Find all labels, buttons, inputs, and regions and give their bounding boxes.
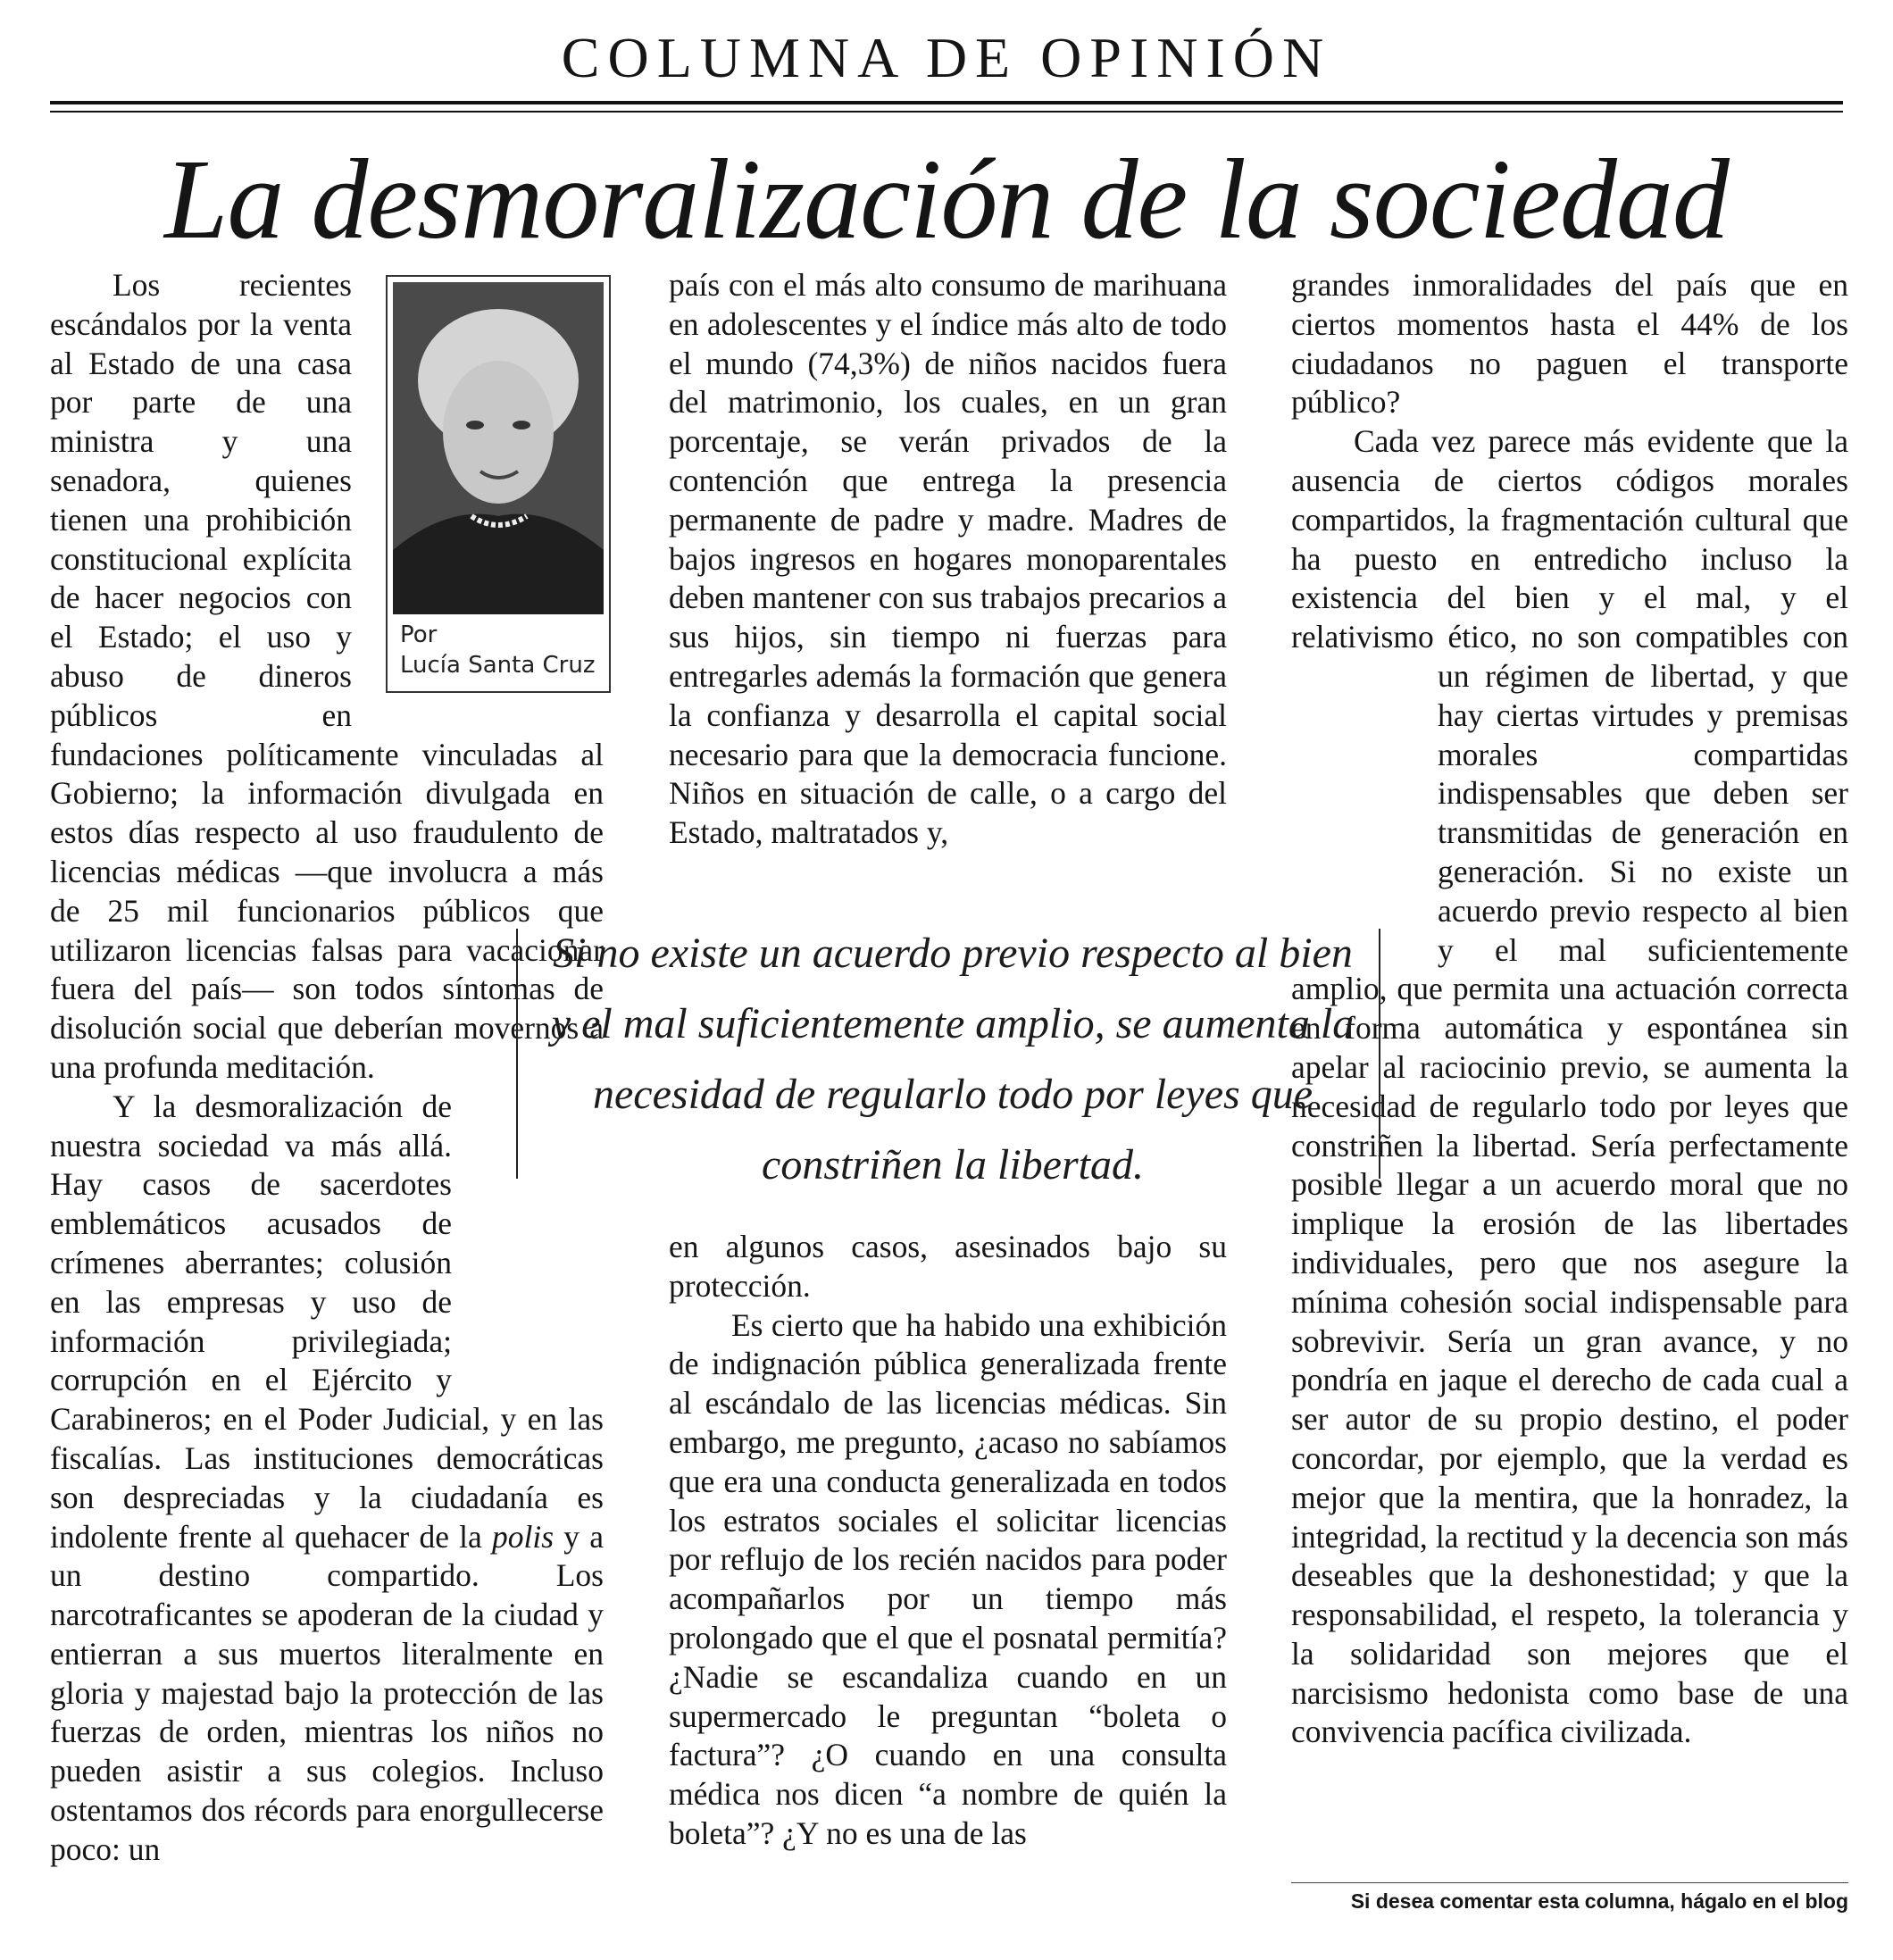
paragraph-2-text-b: y a un destino compartido. Los narcotraficantes se apoderan de la ciudad y entierran a sus muertos literalmente en gloria y majestad bajo la protección de las fuerzas de orden, mientras los niños no pueden asistir a sus colegios. Incluso ostentamos dos récords para enorgullecerse poco: un [50,1518,604,1867]
blog-footnote: Si desea comentar esta columna, hágalo en el blog [1350,1889,1848,1913]
col3-paragraph-1: grandes inmoralidades del país que en ciertos momentos hasta el 44% de los ciudadanos no paguen el transporte público? [1291,267,1848,421]
section-title: COLUMNA DE OPINIÓN [561,26,1332,89]
paragraph-2-emphasis: polis [492,1518,555,1555]
author-portrait [393,282,604,614]
author-photo-box [386,275,611,693]
footer-rule [1291,1882,1848,1883]
header-rule-thin [50,111,1843,113]
headline: La desmoralización de la sociedad [164,136,1729,263]
pullquote: Si no existe un acuerdo previo respecto al bien y el mal suficientemente amplio, se aumenta la necesidad de regularlo todo por leyes que constriñen la libertad. [551,930,1355,1189]
col2-top-text: país con el más alto consumo de marihuana en adolescentes y el índice más alto de todo el mundo (74,3%) de niños nacidos fuera del matrimonio, los cuales, en un gran porcentaje, se verán privados de la contención que entrega la presencia permanente de padre y madre. Madres de bajos ingresos en hogares monoparentales deben mantener con sus trabajos precarios a sus hijos, sin tiempo ni fuerzas para entregarles además la formación que genera la confianza y desarrolla el capital social necesario para que la democracia funcione. Niños en situación de calle, o a cargo del Estado, maltratados y, [669,267,1227,851]
byline [400,620,596,680]
column-3 [1291,266,1848,1838]
paragraph-1: Los recientes escándalos por la venta al Estado de una casa por parte de una ministra y una senadora, quienes tienen una prohibición constitucional explícita de hacer negocios con el Estado; el uso y abuso de dineros públicos en fundaciones políticamente vinculadas al Gobierno; la información divulgada en estos días respecto al uso fraudulento de licencias médicas —que involucra a más de 25 mil funcionarios públicos que utilizaron licencias falsas para vacacionar fuera del país— son todos síntomas de disolución social que deberían movernos a una profunda meditación. [50,267,604,1085]
byline-author: Lucía Santa Cruz [400,652,596,679]
col3-paragraph-2: Cada vez parece más evidente que la ausencia de ciertos códigos morales compartidos, la fragmentación cultural que ha puesto en entredicho incluso la existencia del bien y el mal, y el relativismo ético, no son compatibles con un régimen de libertad, y que hay ciertas virtudes y premisas morales compartidas indispensables que deben ser transmitidas de generación en generación. Si no existe un acuerdo previo respecto al bien y el mal suficientemente amplio, que permita una actuación correcta en forma automática y espontánea sin apelar al raciocinio previo, se aumenta la necesidad de regularlo todo por leyes que constriñen la libertad. Sería perfectamente posible llegar a un acuerdo moral que no implique la erosión de las libertades individuales, pero que nos asegure la mínima cohesión social indispensable para sobrevivir. Sería un gran avance, y no pondría en jaque el derecho de cada cual a ser autor de su propio destino, el poder concordar, por ejemplo, que la verdad es mejor que la mentira, que la honradez, la integridad, la rectitud y la decencia son más deseables que la deshonestidad; y que la responsabilidad, el respeto, la tolerancia y la solidaridad son mejores que el narcisismo hedonista como base de una convivencia pacífica civilizada. [1291,423,1848,1750]
pullquote-rule-right [1379,929,1380,1179]
paragraph-2-text-a: Y la desmoralización de nuestra sociedad va más allá. Hay casos de sacerdotes emblemáticos acusados de crímenes aberrantes; colusión en las empresas y uso de información privilegiada; corrupción en el Ejército y Carabineros; en el Poder Judicial, y en las fiscalías. Las instituciones democráticas son despreciadas y la ciudadanía es indolente frente al quehacer de la [50,1088,604,1555]
col2-bottom-text-b: Es cierto que ha habido una exhibición de indignación pública generalizada frente al escándalo de las licencias médicas. Sin embargo, me pregunto, ¿acaso no sabíamos que era una conducta generalizada en todos los estratos sociales el solicitar licencias por reflujo de los recién nacidos para poder acompañarlos por un tiempo más prolongado que el que el posnatal permitía? ¿Nadie se escandaliza cuando en un supermercado le preguntan “boleta o factura”? ¿O cuando en una consulta médica nos dicen “a nombre de quién la boleta”? ¿Y no es una de las [669,1306,1227,1851]
pullquote-rule-left [516,929,518,1179]
col2-bottom-text-a: en algunos casos, asesinados bajo su protección. [669,1228,1227,1304]
header-rule-thick [50,101,1843,104]
byline-prefix: Por [400,621,438,648]
